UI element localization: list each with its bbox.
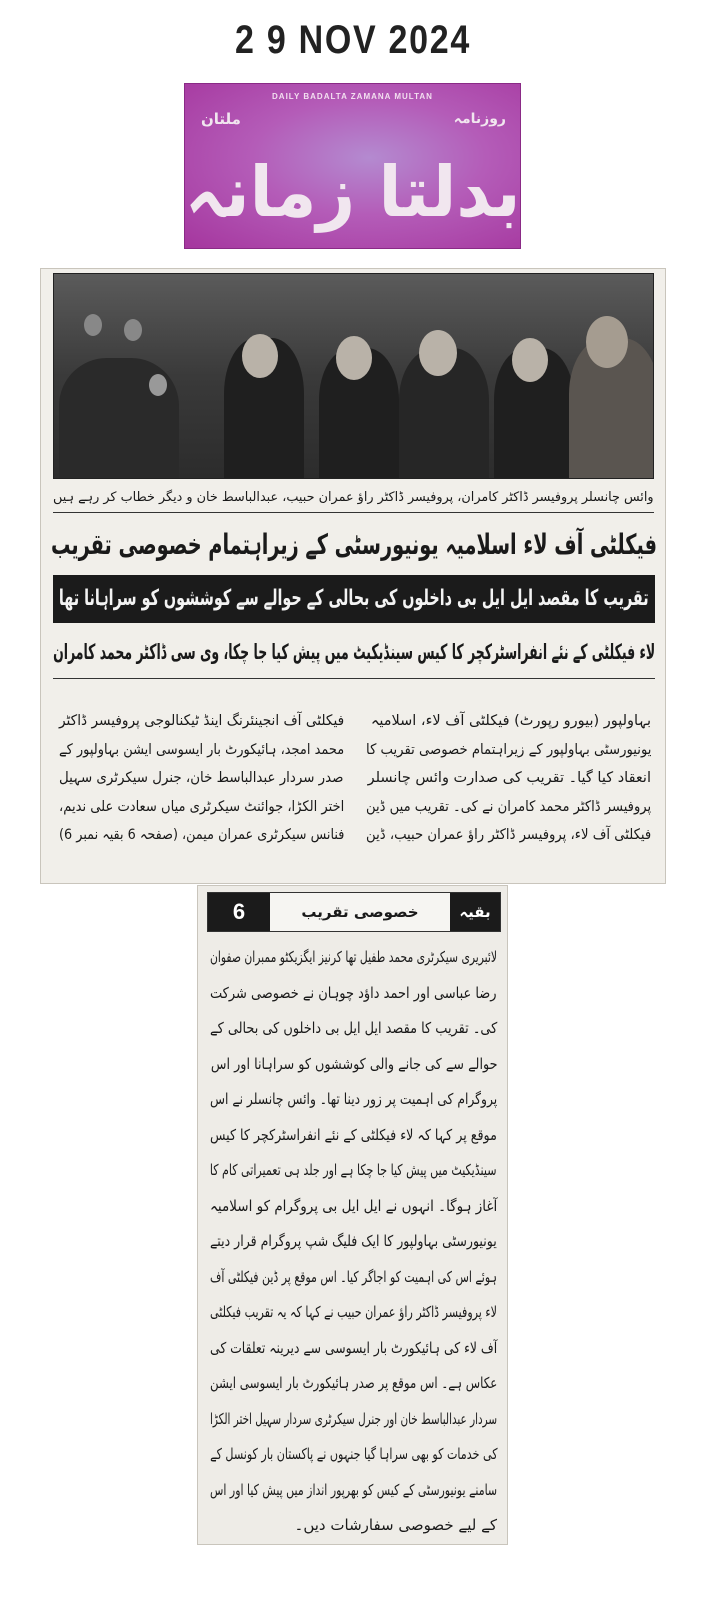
- headline: فیکلٹی آف لاء اسلامیہ یونیورسٹی کے زیراہتمام خصوصی تقریب: [51, 528, 657, 561]
- text-line: رضا عباسی اور احمد داؤد چوہان نے خصوصی شرکت: [210, 983, 497, 1002]
- text-line: سامنے یونیورسٹی کے کیس کو بھرپور انداز میں پیش کیا اور اس: [209, 1480, 497, 1499]
- text-line: کی خدمات کو بھی سراہا گیا جنہوں نے پاکستان بار کونسل کے: [209, 1445, 497, 1463]
- event-photo: [53, 273, 654, 479]
- subheadline: لاء فیکلٹی کے نئے انفراسٹرکچر کا کیس سینڈیکیٹ میں پیش کیا جا چکا، وی سی ڈاکٹر محمد کامران: [52, 640, 655, 664]
- news-clipping: [40, 268, 666, 884]
- text-line: حوالے سے کی جانے والی کوششوں کو سراہانا اور اس: [210, 1054, 497, 1073]
- text-line: بہاولپور (بیورو رپورٹ) فیکلٹی آف لاء، اسلامیہ: [370, 713, 651, 729]
- text-line: آف لاء کی ہائیکورٹ بار ایسوسی سے دیرینہ تعلقات کی: [209, 1338, 497, 1357]
- article-column-right: [366, 707, 651, 850]
- newspaper-masthead: [184, 83, 521, 249]
- text-line: کے لیے خصوصی سفارشات دیں۔: [294, 1516, 497, 1534]
- text-line: آغاز ہوگا۔ انہوں نے ایل ایل بی پروگرام کو اسلامیہ: [209, 1196, 497, 1215]
- continuation-label: بقیہ: [450, 893, 500, 931]
- continuation-number: 6: [208, 893, 270, 931]
- date-stamp: 2 9 NOV 2024: [235, 18, 471, 62]
- masthead-name-wrap: [185, 142, 520, 242]
- masthead-english: DAILY BADALTA ZAMANA MULTAN: [272, 92, 433, 101]
- caption-wrap: [53, 487, 654, 513]
- article-column-left: [59, 707, 344, 850]
- text-line: یونیورسٹی بہاولپور کا ایک فلیگ شپ پروگرام قرار دیتے: [210, 1232, 497, 1250]
- text-line: فیکلٹی آف لاء، پروفیسر ڈاکٹر راؤ عمران حبیب، ڈین: [365, 827, 651, 843]
- headline-wrap: [51, 521, 657, 569]
- text-line: انعقاد کیا گیا۔ تقریب کی صدارت وائس چانسلر: [367, 770, 651, 786]
- text-line: فیکلٹی آف انجینئرنگ اینڈ ٹیکنالوجی پروفیسر ڈاکٹر: [58, 713, 344, 729]
- masthead-name: بدلتا زمانہ: [184, 151, 520, 233]
- masthead-city: ملتان: [201, 110, 241, 128]
- highlight-bar: تقریب کا مقصد ایل ایل بی داخلوں کی بحالی کے حوالے سے کوششوں کو سراہانا تھا: [59, 586, 649, 611]
- text-line: سردار عبدالباسط خان اور جنرل سیکرٹری سردار سہیل اختر الکڑا: [209, 1409, 497, 1428]
- text-line: اختر الکڑا، جوائنٹ سیکرٹری میاں سعادت علی ندیم،: [58, 798, 344, 815]
- highlight-bar-wrap: [53, 575, 655, 623]
- text-line: عکاس ہے۔ اس موقع پر صدر ہائیکورٹ بار ایسوسی ایشن: [209, 1374, 497, 1392]
- text-line: ہوئے اس کی اہمیت کو اجاگر کیا۔ اس موقع پر ڈین فیکلٹی آف: [210, 1267, 497, 1286]
- continuation-clipping: [197, 885, 508, 1545]
- continuation-title: خصوصی تقریب: [301, 903, 419, 921]
- text-line: پروفیسر ڈاکٹر محمد کامران نے کی۔ تقریب میں ڈین: [365, 798, 651, 815]
- text-line: کی۔ تقریب کا مقصد ایل ایل بی داخلوں کی بحالی کے: [209, 1019, 497, 1037]
- text-line: فنانس سیکرٹری عمران میمن، (صفحہ 6 بقیہ نمبر 6): [58, 827, 344, 843]
- text-line: محمد امجد، ہائیکورٹ بار ایسوسی ایشن بہاولپور کے: [58, 741, 344, 758]
- continuation-text: [210, 940, 497, 1544]
- subheadline-wrap: [53, 632, 655, 679]
- text-line: موقع پر کہا کہ لاء فیکلٹی کے نئے انفراسٹرکچر کا کیس: [210, 1125, 497, 1144]
- text-line: صدر سردار عبدالباسط خان، جنرل سیکرٹری سہیل: [59, 770, 344, 786]
- text-line: سینڈیکیٹ میں پیش کیا جا چکا ہے اور جلد ہی تعمیراتی کام کا: [210, 1161, 497, 1179]
- masthead-roznama: روزنامہ: [453, 111, 506, 127]
- continuation-header: [207, 892, 501, 932]
- photo-caption: وائس چانسلر پروفیسر ڈاکٹر کامران، پروفیسر ڈاکٹر راؤ عمران حبیب، عبدالباسط خان و دیگر خطاب کر رہے ہیں: [53, 490, 654, 505]
- text-line: لاء پروفیسر ڈاکٹر راؤ عمران حبیب نے کہا کہ یہ تقریب فیکلٹی: [210, 1303, 497, 1321]
- text-line: لائبریری سیکرٹری محمد طفیل تھا کرنیز ایگزیکٹو ممبران صفوان: [209, 948, 497, 966]
- text-line: یونیورسٹی بہاولپور کے زیراہتمام خصوصی تقریب کا: [365, 741, 651, 758]
- text-line: پروگرام کی اہمیت پر زور دینا تھا۔ وائس چانسلر نے اس: [209, 1090, 497, 1108]
